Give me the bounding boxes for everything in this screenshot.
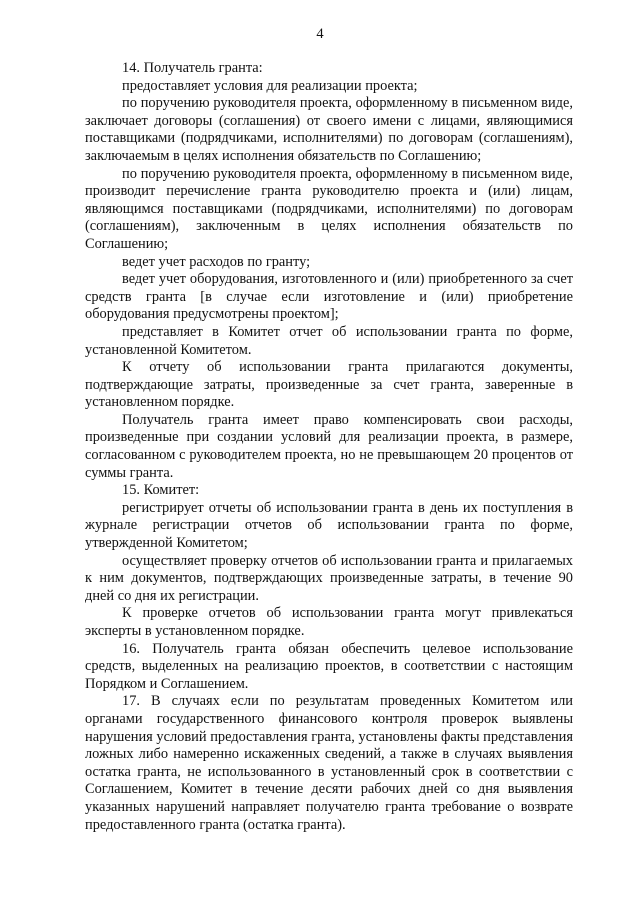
paragraph: К проверке отчетов об использовании гранта могут привлекаться эксперты в установленном порядке.: [85, 605, 573, 639]
paragraph-17: 17. В случаях если по результатам проведенных Комитетом или органами государственного финансового контроля проверок выявлены нарушения условий предоставления гранта, установлены факты представления ложных либо намеренно искаженных сведений, а также в случаях выявления остатка гранта, не использованного в установленный срок в соответствии с Соглашением, Комитет в течение десяти рабочих дней со дня выявления указанных нарушений направляет получателю гранта требование о возврате предоставленного гранта (остатка гранта).: [85, 693, 573, 833]
paragraph: ведет учет расходов по гранту;: [122, 253, 311, 270]
paragraph: по поручению руководителя проекта, оформленному в письменном виде, заключает договоры (соглашения) от своего имени с лицами, являющимися поставщиками (подрядчиками, исполнителями) по договорам (соглашениям), заключаемым в целях исполнения обязательств по Соглашению;: [85, 95, 573, 164]
document-body: [85, 60, 573, 834]
paragraph-15-heading: 15. Комитет:: [122, 482, 200, 499]
page-number: 4: [316, 26, 324, 42]
paragraph-14-heading: 14. Получатель гранта:: [122, 60, 263, 76]
paragraph: регистрирует отчеты об использовании гранта в день их поступления в журнале регистрации отчетов об использовании гранта по форме, утвержденной Комитетом;: [85, 499, 573, 552]
paragraph: представляет в Комитет отчет об использовании гранта по форме, установленной Комитетом.: [85, 323, 573, 358]
paragraph: Получатель гранта имеет право компенсировать свои расходы, произведенные при создании условий для реализации проекта, в размере, согласованном с руководителем проекта, но не превышающем 20 процентов от суммы гранта.: [85, 411, 573, 481]
paragraph: предоставляет условия для реализации проекта;: [122, 77, 418, 94]
paragraph: К отчету об использовании гранта прилагаются документы, подтверждающие затраты, произведенные за счет гранта, заверенные в установленном порядке.: [85, 359, 573, 411]
paragraph: ведет учет оборудования, изготовленного и (или) приобретенного за счет средств гранта [в случае если изготовление и (или) приобретение оборудования предусмотрены проектом];: [85, 271, 573, 323]
paragraph: осуществляет проверку отчетов об использовании гранта и прилагаемых к ним документов, подтверждающих произведенные затраты, в течение 90 дней со дня их регистрации.: [85, 552, 573, 604]
paragraph-16: 16. Получатель гранта обязан обеспечить целевое использование средств, выделенных на реализацию проектов, в соответствии с настоящим Порядком и Соглашением.: [85, 640, 573, 692]
paragraph: по поручению руководителя проекта, оформленному в письменном виде, производит перечисление гранта руководителю проекта и (или) лицам, являющимся поставщиками (подрядчиками, исполнителями) по договорам (соглашениям), заключенным в целях исполнения обязательств по Соглашению;: [85, 165, 573, 252]
